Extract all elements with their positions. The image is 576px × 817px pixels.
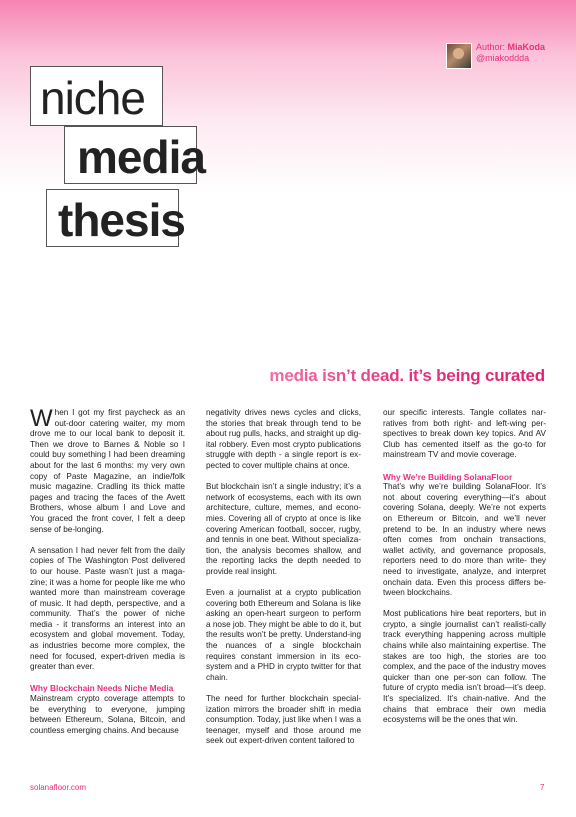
paragraph: Even a journalist at a crypto publication covering both Ethereum and Solana is like asking an open-heart surgeon to perform a nose job. They might be able to do it, but the results won’t be pretty. Understand-ing the nuances of a single blockchain requires constant immersion in its eco-system and a PHD in crypto twitter for that chain. [206, 588, 361, 682]
paragraph: negativity drives news cycles and clicks, the stories that break through tend to be about rug pulls, hacks, and straight up dig-ital robbery. Even most crypto publications struggle with depth - a single report is ex-pected to cover multiple chains at once. [206, 408, 361, 470]
paragraph-text: hen I got my first paycheck as an out-door catering waiter, my mom drove me to our local bank to deposit it. Then we drove to Barnes & Noble so I could buy something I had been dreaming about for the last 6 months: my very own copy of Paste Magazine, an indie/folk music magazine. Cradling its thick matte pages and tracing the faces of the Avett Brothers, whose album I and Love and You graced the front cover, I felt a deep sense of be-longing. [30, 408, 185, 534]
footer-url[interactable]: solanafloor.com [30, 783, 87, 792]
section-heading: Why We’re Building SolanaFloor [383, 471, 513, 482]
author-handle: @miakoddda [476, 53, 530, 63]
paragraph: That’s why we’re building SolanaFloor. It’s not about covering everything—it’s about covering Solana, deeply. We’re not experts on Ethereum or Bitcoin, and we’ll never pretend to be. In an industry where news often comes from onchain transactions, wallet activity, and governance proposals, reporters need to do more than write- they need to investigate, analyze, and interpret onchain data. Even this process differs be-tween blockchains. [383, 482, 546, 598]
paragraph: Mainstream crypto coverage attempts to be everything to everyone, jumping between Ethereum, Solana, Bitcoin, and countless emerging chains. And because [30, 694, 185, 735]
author-byline [446, 42, 545, 69]
title-line-thesis: thesis [46, 189, 179, 247]
author-avatar [446, 43, 472, 69]
page-number: 7 [540, 783, 545, 792]
paragraph: The need for further blockchain special-ization mirrors the broader shift in media consumption. Today, just like when I was a teenager, myself and those around me seek out expert-driven content tailored to [206, 694, 361, 746]
paragraph: But blockchain isn’t a single industry; it’s a network of ecosystems, each with its own architecture, culture, memes, and econo-mies. Covering all of crypto at once is like covering American football, soccer, rugby, and tennis in one beat. Without specializa-tion, the analysis becomes shallow, and the reporting lacks the depth needed to provide real insight. [206, 482, 361, 576]
author-label: Author: [476, 42, 506, 52]
article-column-3 [383, 408, 546, 736]
paragraph: A sensation I had never felt from the daily copies of The Washington Post delivered to our house. Paste wasn’t just a maga-zine; it was a home for people like me who wanted more than mainstream coverage of music. It had depth, perspective, and a community. That’s the power of niche media - it transforms an interest into an ecosystem and global movement. Today, as industries become more complex, the need for focused, expert-driven media is greater than ever. [30, 545, 185, 672]
title-line-niche: niche [30, 66, 163, 126]
author-text [476, 42, 545, 64]
title-line-media: media [64, 126, 197, 184]
paragraph [30, 405, 185, 535]
author-name: MiaKoda [507, 42, 546, 52]
paragraph: Most publications hire beat reporters, but in crypto, a single journalist can’t realisti-cally track everything happening across multiple chains while also maintaining expertise. The stakes are too high, the stories are too complex, and the pace of the industry moves quicker than one per-son can follow. The future of crypto media isn’t broad—it’s deep. It’s specialized. It’s chain-native. And the chains that embrace their own media ecosystems will be the ones that win. [383, 609, 546, 725]
drop-cap: W [30, 405, 53, 432]
article-column-2 [206, 408, 361, 758]
tagline: media isn’t dead. it’s being curated [0, 366, 545, 386]
article-column-1 [30, 405, 185, 747]
section-heading: Why Blockchain Needs Niche Media [30, 683, 174, 694]
paragraph: our specific interests. Tangle collates nar-ratives from both right- and left-wing per-spectives to break down key topics. And AV Club has cemented itself as the go-to for mainstream TV and movie coverage. [383, 408, 546, 460]
